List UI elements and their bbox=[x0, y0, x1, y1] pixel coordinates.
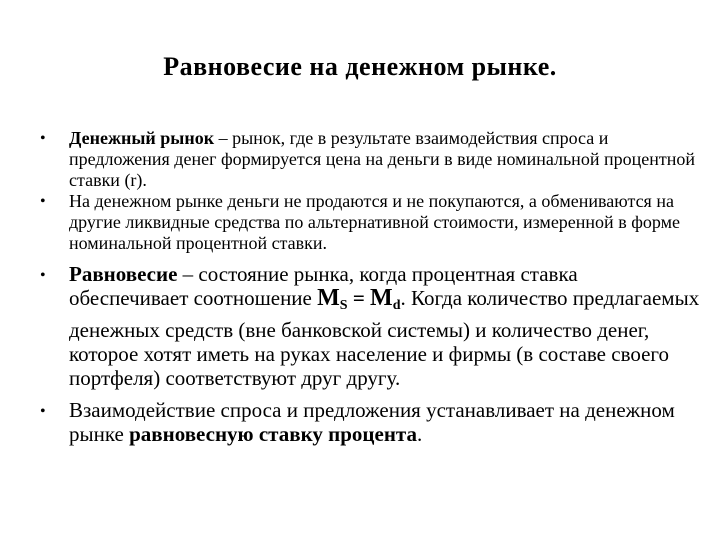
term-equilibrium-rate: равновесную ставку процента bbox=[129, 422, 417, 446]
bullet-text: – рынок, где в результате взаимодействия спроса и предложения денег формируется цена на деньги в виде номинальной процентной ставки (r). bbox=[69, 128, 695, 190]
money-supply-symbol: M bbox=[317, 285, 340, 311]
bullet-item-money-market bbox=[40, 128, 700, 191]
equals-sign: = bbox=[347, 286, 371, 310]
term-equilibrium: Равновесие bbox=[69, 262, 178, 286]
term-money-market: Денежный рынок bbox=[69, 128, 215, 148]
money-demand-symbol: M bbox=[370, 285, 393, 311]
bullet-text: На денежном рынке деньги не продаются и не покупаются, а обмениваются на другие ликвидные средства по альтернативной стоимости, измеренной в форме номинальной процентной ставки. bbox=[69, 191, 680, 253]
money-demand-subscript: d bbox=[392, 298, 401, 313]
bullet-text: – состояние рынка, когда процентная ставка обеспечивает соотношение bbox=[69, 262, 578, 310]
bullet-dot-icon: • bbox=[40, 267, 46, 284]
bullet-end: . bbox=[417, 422, 423, 446]
bullet-dot-icon: • bbox=[40, 130, 46, 147]
bullet-text: Взаимодействие спроса и предложения устанавливает на денежном рынке bbox=[69, 398, 675, 446]
bullet-list bbox=[40, 128, 700, 446]
bullet-text-continued: . Когда количество предлагаемых денежных средств (вне банковской системы) и количество денег, которое хотят иметь на руках население и фирмы (в составе своего портфеля) соответствуют друг другу. bbox=[69, 286, 700, 390]
bullet-item-exchange bbox=[40, 191, 700, 254]
bullet-item-equilibrium bbox=[40, 262, 700, 390]
slide-title: Равновесие на денежном рынке. bbox=[163, 52, 557, 81]
bullet-dot-icon: • bbox=[40, 403, 46, 420]
money-supply-subscript: S bbox=[339, 298, 348, 313]
bullet-dot-icon: • bbox=[40, 193, 46, 210]
bullet-item-interaction bbox=[40, 398, 700, 446]
